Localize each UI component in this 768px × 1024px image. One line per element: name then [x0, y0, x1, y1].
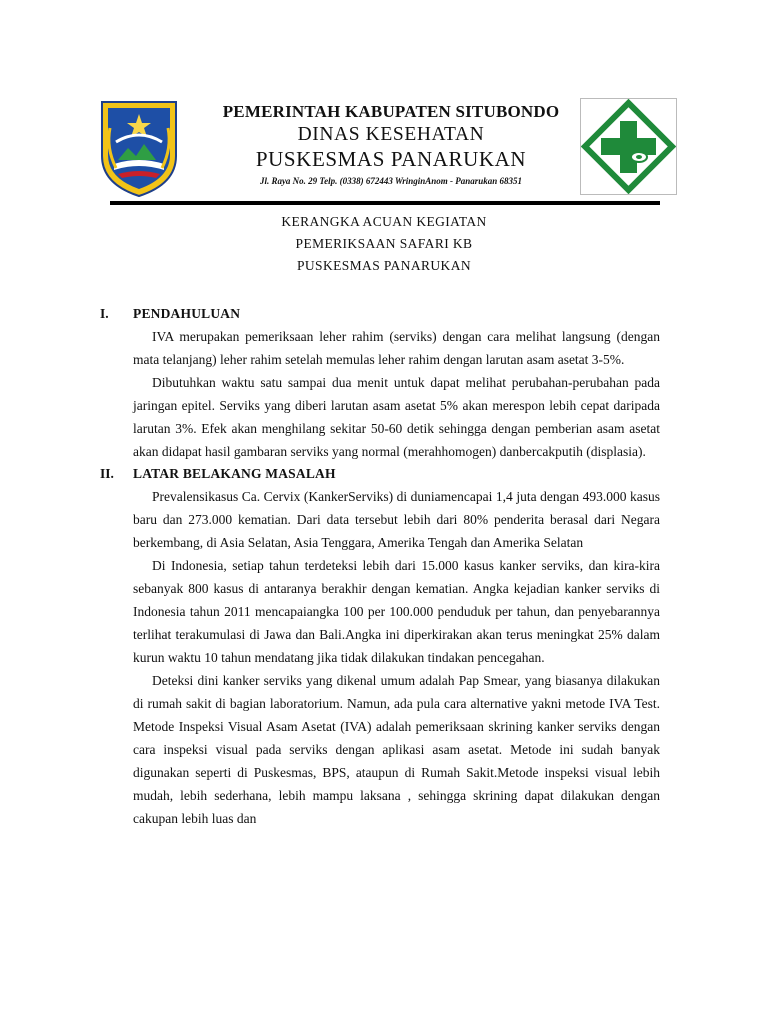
section-title: PENDAHULUAN [133, 306, 241, 321]
address-line: Jl. Raya No. 29 Telp. (0338) 672443 WringinAnom - Panarukan 68351 [259, 176, 523, 186]
agency-name: DINAS KESEHATAN [297, 124, 485, 145]
regency-emblem-icon [96, 98, 182, 198]
section-title: LATAR BELAKANG MASALAH [133, 466, 336, 481]
letterhead-text [206, 100, 576, 188]
facility-name: PUSKESMAS PANARUKAN [255, 147, 527, 171]
title-line-2: PEMERIKSAAN SAFARI KB [295, 236, 473, 251]
section-heading [100, 463, 668, 485]
title-line-1: KERANGKA ACUAN KEGIATAN [281, 214, 487, 229]
puskesmas-cross-logo-icon [580, 98, 677, 195]
paragraph: Di Indonesia, setiap tahun terdeteksi lebih dari 15.000 kasus kanker serviks, dan kira-kira sebanyak 800 kasus di antaranya berakhir dengan kematian. Angka kejadian kanker serviks di Indonesia tahun 2011 mencapaiangka 100 per 100.000 penduduk per tahun, dan penyebarannya terlihat terakumulasi di Jawa dan Bali.Angka ini diperkirakan akan terus meningkat 25% dalam kurun waktu 10 tahun mendatang jika tidak dilakukan tindakan pencegahan. [133, 558, 660, 665]
government-name: PEMERINTAH KABUPATEN SITUBONDO [222, 102, 560, 121]
paragraph: IVA merupakan pemeriksaan leher rahim (serviks) dengan cara melihat langsung (dengan mata telanjang) leher rahim setelah memulas leher rahim dengan larutan asam asetat 3-5%. [133, 329, 660, 367]
title-line-3: PUSKESMAS PANARUKAN [296, 258, 472, 273]
section-heading [100, 303, 668, 325]
letterhead [0, 0, 768, 210]
document-title [0, 211, 768, 277]
paragraph: Dibutuhkan waktu satu sampai dua menit untuk dapat melihat perubahan-perubahan pada jaringan epitel. Serviks yang diberi larutan asam asetat 5% akan merespon lebih cepat daripada larutan 3%. Efek akan menghilang sekitar 50-60 detik sehingga dengan pemberian asam asetat akan didapat hasil gambaran serviks yang normal (merahhomogen) danbercakputih (displasia). [133, 375, 660, 459]
section-number: I. [100, 306, 109, 321]
document-body [100, 303, 668, 830]
paragraph: Deteksi dini kanker serviks yang dikenal umum adalah Pap Smear, yang biasanya dilakukan di rumah sakit di bagian laboratorium. Namun, ada pula cara alternative yakni metode IVA Test. Metode Inspeksi Visual Asam Asetat (IVA) adalah pemeriksaan skrining kanker serviks dengan cara inspeksi visual pada serviks dengan aplikasi asam asetat. Metode ini sudah banyak digunakan seperti di Puskesmas, BPS, ataupun di Rumah Sakit.Metode inspeksi visual lebih mudah, lebih sederhana, lebih mampu laksana , sehingga skrining dapat dilakukan dengan cakupan lebih luas dan [133, 673, 660, 826]
section-number: II. [100, 466, 114, 481]
paragraph: Prevalensikasus Ca. Cervix (KankerServiks) di duniamencapai 1,4 juta dengan 493.000 kasus baru dan 273.000 kematian. Dari data tersebut lebih dari 80% penderita berasal dari Negara berkembang, di Asia Selatan, Asia Tenggara, Amerika Tengah dan Amerika Selatan [133, 489, 660, 550]
letterhead-divider [110, 201, 660, 205]
